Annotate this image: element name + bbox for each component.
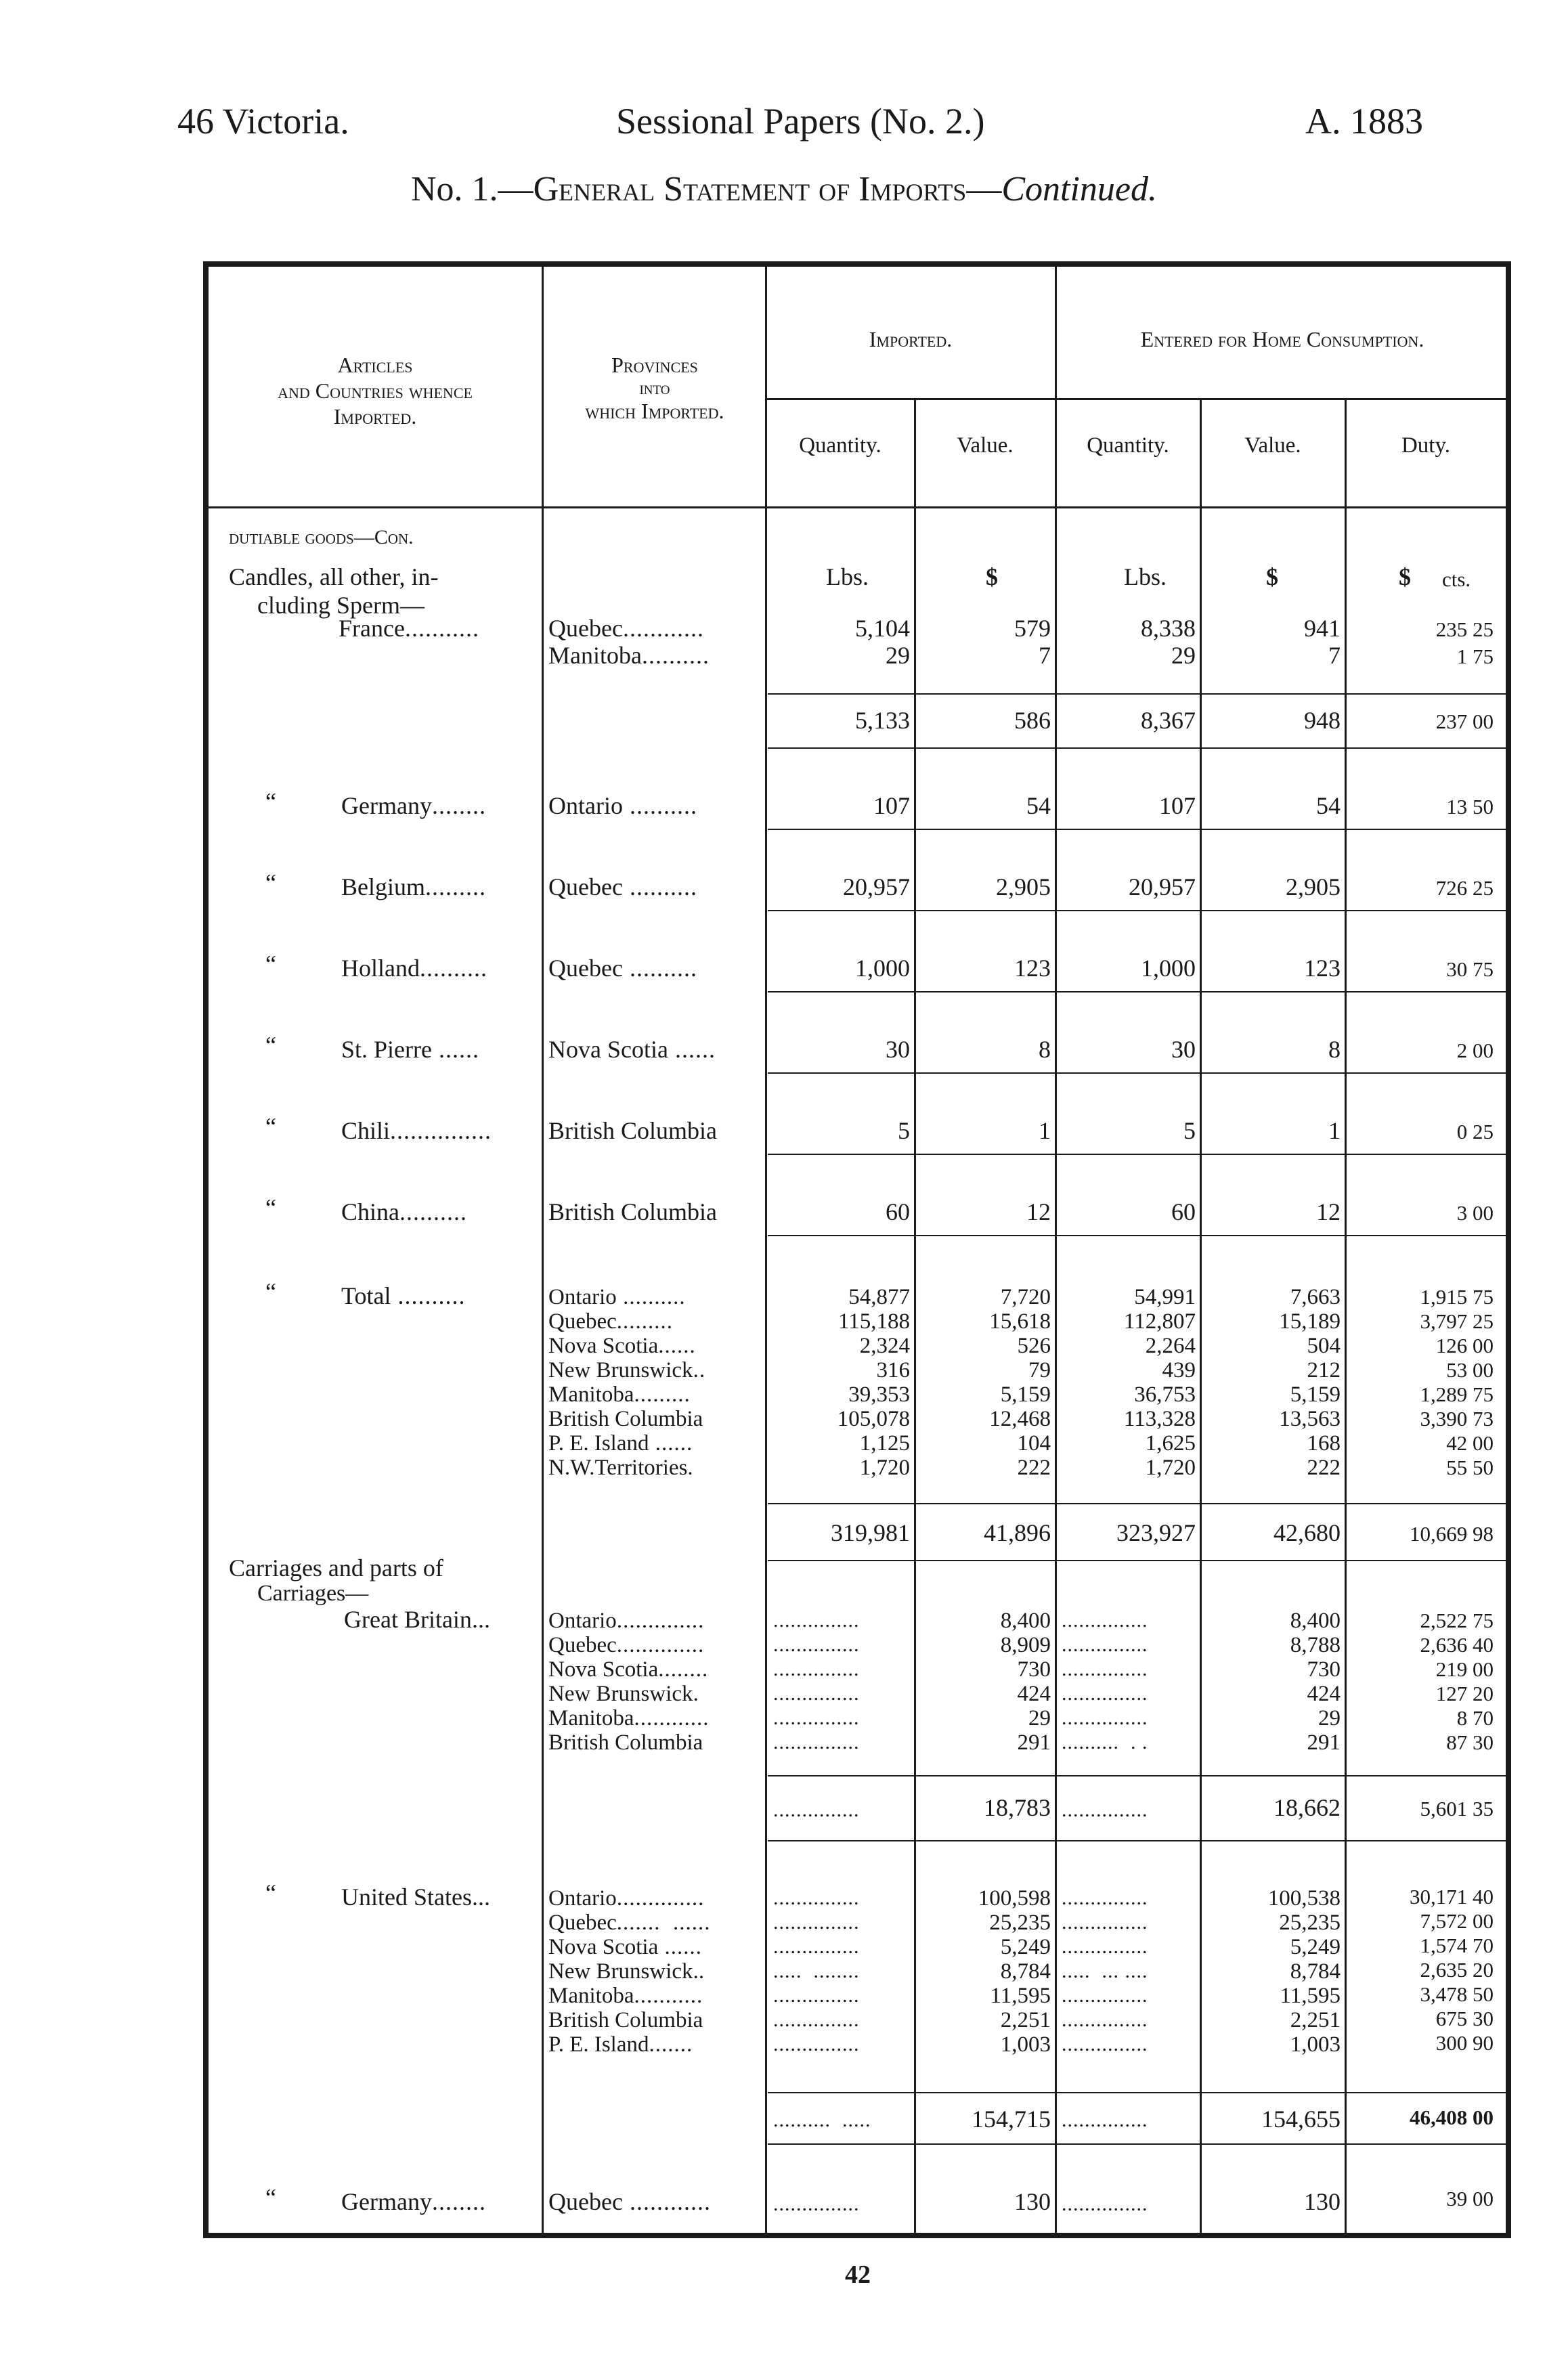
table-cell-value-entered: 18,662 — [1273, 1794, 1341, 1821]
unit-quantity-entered: Lbs. — [1124, 563, 1167, 590]
empty-cell: ............... — [1062, 1658, 1148, 1680]
table-cell-qty: 54,877 — [848, 1285, 910, 1309]
table-cell-value-entered: 730 — [1307, 1657, 1341, 1682]
table-cell-value-entered: 130 — [1304, 2188, 1341, 2215]
table-cell-qty: 5,104 — [855, 615, 910, 642]
province-name: Quebec............ — [548, 615, 704, 642]
province-name: P. E. Island ...... — [548, 1431, 693, 1456]
table-cell-value-entered: 15,189 — [1279, 1309, 1341, 1334]
table-cell-duty: 53 00 — [1446, 1358, 1494, 1382]
province-name: Quebec......... — [548, 1309, 674, 1334]
column-header-quantity-entered: Quantity. — [1087, 433, 1169, 458]
table-cell-value: 1,003 — [1000, 2032, 1051, 2057]
table-cell-value-entered: 1 — [1328, 1117, 1341, 1144]
province-name: New Brunswick.. — [548, 1358, 706, 1382]
empty-cell: ............... — [1062, 1984, 1148, 2007]
table-cell-value-entered: 291 — [1307, 1730, 1341, 1755]
column-header-duty: Duty. — [1401, 433, 1451, 458]
table-cell-duty: 2,636 40 — [1420, 1633, 1494, 1657]
table-cell-qty: 1,000 — [855, 955, 910, 982]
table-cell-duty: 675 30 — [1435, 2007, 1494, 2030]
table-cell-value-entered: 29 — [1318, 1706, 1341, 1730]
table-cell-value: 29 — [1028, 1706, 1051, 1730]
table-cell-qty: 105,078 — [837, 1407, 910, 1431]
empty-cell: ............... — [773, 2193, 860, 2215]
row-separator — [768, 991, 1506, 992]
table-cell-value-entered: 7 — [1328, 642, 1341, 669]
country-name: St. Pierre ...... — [341, 1036, 479, 1063]
table-cell-duty: 1,915 75 — [1420, 1285, 1494, 1309]
table-cell-value: 18,783 — [984, 1794, 1051, 1821]
empty-cell: ............... — [773, 1609, 860, 1632]
empty-cell: ............... — [1062, 1609, 1148, 1632]
table-cell-value: 5,249 — [1000, 1935, 1051, 1959]
table-cell-value: 1 — [1039, 1117, 1051, 1144]
column-group-imported: Imported. — [869, 327, 953, 351]
province-name: Nova Scotia...... — [548, 1334, 696, 1358]
table-cell-duty: 300 90 — [1435, 2031, 1494, 2055]
table-cell-duty: 42 00 — [1446, 1431, 1494, 1455]
table-cell-value: 579 — [1014, 615, 1051, 642]
table-cell-value-entered: 8,400 — [1290, 1609, 1341, 1633]
row-separator — [768, 1840, 1506, 1841]
table-cell-value: 5,159 — [1000, 1382, 1051, 1407]
table-cell-value-entered: 7,663 — [1290, 1285, 1341, 1309]
table-cell-duty: 13 50 — [1446, 795, 1494, 819]
table-cell-duty: 3,478 50 — [1420, 1982, 1494, 2006]
table-cell-value: 15,618 — [989, 1309, 1051, 1334]
table-cell-value-entered: 222 — [1307, 1456, 1341, 1480]
country-name: United States... — [341, 1883, 490, 1911]
table-cell-duty: 39 00 — [1446, 2187, 1494, 2210]
table-cell-value-entered: 25,235 — [1279, 1911, 1341, 1935]
province-name: British Columbia — [548, 1730, 703, 1755]
article-carriages-line2: Carriages— — [257, 1581, 369, 1606]
province-name: Nova Scotia ...... — [548, 1036, 716, 1063]
province-name: P. E. Island....... — [548, 2032, 693, 2057]
table-cell-duty: 2 00 — [1456, 1039, 1494, 1062]
province-name: Nova Scotia........ — [548, 1657, 709, 1682]
table-cell-duty: 237 00 — [1435, 710, 1494, 733]
unit-duty-dollars: $ — [1399, 563, 1411, 590]
empty-cell: ............... — [1062, 1799, 1148, 1821]
ditto-mark: “ — [265, 1278, 276, 1305]
table-cell-qty-entered: 113,328 — [1123, 1407, 1196, 1431]
table-cell-qty: 5 — [898, 1117, 910, 1144]
table-cell-qty-entered: 1,625 — [1145, 1431, 1196, 1456]
empty-cell: ..... ........ — [773, 1960, 860, 1982]
table-cell-qty-entered: 323,927 — [1116, 1519, 1196, 1546]
table-cell-value: 41,896 — [984, 1519, 1051, 1546]
country-name: Belgium......... — [341, 873, 486, 900]
province-name: Ontario .......... — [548, 1285, 686, 1309]
article-carriages-country: Great Britain... — [344, 1606, 490, 1633]
table-cell-value-entered: 13,563 — [1279, 1407, 1341, 1431]
table-cell-duty: 3,390 73 — [1420, 1407, 1494, 1431]
table-cell-duty: 726 25 — [1435, 876, 1494, 900]
table-cell-value: 2,251 — [1000, 2008, 1051, 2032]
empty-cell: ............... — [773, 1887, 860, 1909]
table-cell-value: 8,784 — [1000, 1959, 1051, 1984]
table-cell-qty: 115,188 — [837, 1309, 910, 1334]
table-cell-value-entered: 212 — [1307, 1358, 1341, 1382]
empty-cell: ............... — [1062, 2033, 1148, 2055]
table-cell-duty: 2,635 20 — [1420, 1958, 1494, 1982]
table-cell-qty-entered: 107 — [1159, 792, 1196, 819]
unit-value: $ — [986, 563, 998, 590]
table-cell-qty: 2,324 — [859, 1334, 910, 1358]
table-cell-value-entered: 8,784 — [1290, 1959, 1341, 1984]
table-cell-value-entered: 424 — [1307, 1682, 1341, 1706]
table-cell-value: 100,598 — [978, 1886, 1051, 1911]
table-cell-qty: 29 — [886, 642, 910, 669]
country-name: China.......... — [341, 1198, 467, 1225]
subtotal-rule — [768, 2092, 1506, 2093]
table-cell-duty: 46,408 00 — [1410, 2106, 1494, 2129]
empty-cell: ............... — [1062, 2009, 1148, 2031]
table-cell-value-entered: 5,249 — [1290, 1935, 1341, 1959]
table-cell-qty: 39,353 — [848, 1382, 910, 1407]
row-separator — [768, 1072, 1506, 1074]
province-name: Ontario .......... — [548, 792, 697, 819]
header-sessional-papers: Sessional Papers (No. 2.) — [616, 101, 985, 141]
table-cell-value-entered: 54 — [1316, 792, 1341, 819]
article-candles-line2: cluding Sperm— — [257, 592, 424, 619]
ditto-mark: “ — [265, 869, 276, 896]
province-name: Ontario.............. — [548, 1609, 705, 1633]
row-separator — [768, 1560, 1506, 1561]
empty-cell: ............... — [773, 2009, 860, 2031]
table-cell-duty: 0 25 — [1456, 1120, 1494, 1143]
ditto-mark: “ — [265, 788, 276, 815]
table-cell-value: 130 — [1014, 2188, 1051, 2215]
country-name: Chili............... — [341, 1117, 492, 1144]
table-cell-qty: 1,125 — [859, 1431, 910, 1456]
table-cell-value: 104 — [1017, 1431, 1051, 1456]
table-cell-value-entered: 2,905 — [1286, 873, 1341, 900]
empty-cell: ............... — [773, 2033, 860, 2055]
empty-cell: ............... — [773, 1984, 860, 2007]
table-cell-qty-entered: 8,367 — [1141, 707, 1196, 734]
table-cell-value: 123 — [1014, 955, 1051, 982]
table-cell-value: 154,715 — [972, 2106, 1051, 2133]
row-separator — [768, 2143, 1506, 2145]
article-carriages-line1: Carriages and parts of — [229, 1554, 443, 1581]
table-cell-qty-entered: 36,753 — [1134, 1382, 1196, 1407]
table-cell-value: 730 — [1017, 1657, 1051, 1682]
table-cell-qty: 60 — [886, 1198, 910, 1225]
empty-cell: ............... — [773, 1799, 860, 1821]
row-separator — [768, 1235, 1506, 1236]
ditto-mark: “ — [265, 951, 276, 978]
article-candles-line1: Candles, all other, in- — [229, 563, 439, 590]
table-cell-value: 12,468 — [989, 1407, 1051, 1431]
table-cell-value: 54 — [1026, 792, 1051, 819]
table-cell-qty-entered: 112,807 — [1123, 1309, 1196, 1334]
province-name: Manitoba.......... — [548, 642, 710, 669]
row-separator — [768, 829, 1506, 830]
table-cell-value: 79 — [1028, 1358, 1051, 1382]
province-name: British Columbia — [548, 2008, 703, 2032]
header-session: 46 Victoria. — [177, 101, 349, 141]
empty-cell: .......... ..... — [773, 2109, 871, 2131]
province-name: British Columbia — [548, 1407, 703, 1431]
table-cell-value-entered: 42,680 — [1273, 1519, 1341, 1546]
table-cell-duty: 1,574 70 — [1420, 1934, 1494, 1957]
subtotal-rule — [768, 1503, 1506, 1504]
empty-cell: ............... — [1062, 1682, 1148, 1705]
column-header-value: Value. — [957, 433, 1014, 458]
province-name: Manitoba............ — [548, 1706, 710, 1730]
table-cell-duty: 1 75 — [1456, 645, 1494, 668]
table-cell-qty-entered: 439 — [1162, 1358, 1196, 1382]
column-header-value-entered: Value. — [1244, 433, 1301, 458]
total-label: Total .......... — [341, 1282, 466, 1309]
province-name: British Columbia — [548, 1198, 718, 1225]
empty-cell: ..... ... .... — [1062, 1960, 1148, 1982]
table-cell-duty: 87 30 — [1446, 1730, 1494, 1754]
table-cell-value: 12 — [1026, 1198, 1051, 1225]
table-cell-value: 11,595 — [990, 1984, 1051, 2008]
empty-cell: ............... — [773, 1658, 860, 1680]
subtotal-rule — [768, 693, 1506, 695]
column-header-provinces: Provinces into which Imported. — [585, 353, 724, 423]
table-cell-duty: 1,289 75 — [1420, 1382, 1494, 1406]
ditto-mark: “ — [265, 1032, 276, 1059]
table-cell-value-entered: 2,251 — [1290, 2008, 1341, 2032]
empty-cell: ............... — [773, 1911, 860, 1934]
table-cell-duty: 235 25 — [1435, 617, 1494, 641]
table-cell-value-entered: 8,788 — [1290, 1633, 1341, 1657]
ditto-mark: “ — [265, 2184, 276, 2211]
table-cell-value: 2,905 — [996, 873, 1051, 900]
table-cell-duty: 127 20 — [1435, 1682, 1494, 1705]
empty-cell: ............... — [1062, 1911, 1148, 1934]
province-name: Quebec....... ...... — [548, 1911, 711, 1935]
table-cell-value: 586 — [1014, 707, 1051, 734]
empty-cell: ............... — [1062, 1634, 1148, 1656]
table-cell-value: 7 — [1039, 642, 1051, 669]
table-cell-qty-entered: 2,264 — [1145, 1334, 1196, 1358]
table-cell-value-entered: 100,538 — [1267, 1886, 1341, 1911]
article-candles-country: France........... — [339, 615, 479, 642]
table-cell-duty: 55 50 — [1446, 1456, 1494, 1479]
subtotal-rule — [768, 1775, 1506, 1776]
unit-quantity: Lbs. — [826, 563, 869, 590]
province-name: Quebec .......... — [548, 873, 697, 900]
table-cell-duty: 219 00 — [1435, 1657, 1494, 1681]
table-cell-value: 8,909 — [1000, 1633, 1051, 1657]
table-cell-value: 8,400 — [1000, 1609, 1051, 1633]
empty-cell: ............... — [773, 1707, 860, 1729]
province-name: Quebec .......... — [548, 955, 697, 982]
table-cell-duty: 126 00 — [1435, 1334, 1494, 1357]
province-name: Ontario.............. — [548, 1886, 705, 1911]
empty-cell: ............... — [773, 1731, 860, 1753]
table-cell-value-entered: 504 — [1307, 1334, 1341, 1358]
table-cell-qty: 20,957 — [843, 873, 910, 900]
province-name: Quebec.............. — [548, 1633, 705, 1657]
province-name: Quebec ............ — [548, 2188, 711, 2215]
ditto-mark: “ — [265, 1113, 276, 1140]
table-cell-value: 7,720 — [1000, 1285, 1051, 1309]
province-name: Manitoba........... — [548, 1984, 703, 2008]
table-cell-duty: 7,572 00 — [1420, 1909, 1494, 1933]
country-name: Holland.......... — [341, 955, 487, 982]
table-cell-duty: 8 70 — [1456, 1706, 1494, 1730]
table-cell-duty: 30,171 40 — [1410, 1885, 1494, 1908]
table-cell-duty: 2,522 75 — [1420, 1609, 1494, 1632]
table-cell-value-entered: 123 — [1304, 955, 1341, 982]
table-cell-duty: 3 00 — [1456, 1201, 1494, 1225]
province-name: British Columbia — [548, 1117, 718, 1144]
header-year: A. 1883 — [1305, 101, 1423, 141]
country-name: Germany........ — [341, 2188, 486, 2215]
country-name: Germany........ — [341, 792, 486, 819]
table-cell-qty-entered: 8,338 — [1141, 615, 1196, 642]
column-header-articles: Articles and Countries whence Imported. — [278, 353, 473, 429]
province-name: Nova Scotia ...... — [548, 1935, 702, 1959]
table-cell-qty-entered: 54,991 — [1134, 1285, 1196, 1309]
row-separator — [768, 747, 1506, 749]
empty-cell: ............... — [773, 1634, 860, 1656]
empty-cell: ............... — [1062, 1887, 1148, 1909]
table-cell-value-entered: 1,003 — [1290, 2032, 1341, 2057]
table-cell-qty-entered: 30 — [1171, 1036, 1196, 1063]
table-cell-qty-entered: 5 — [1183, 1117, 1196, 1144]
province-name: N.W.Territories. — [548, 1456, 693, 1480]
table-cell-value-entered: 948 — [1304, 707, 1341, 734]
table-cell-qty-entered: 20,957 — [1129, 873, 1196, 900]
empty-cell: ............... — [1062, 1707, 1148, 1729]
row-separator — [768, 910, 1506, 911]
table-cell-qty-entered: 1,720 — [1145, 1456, 1196, 1480]
ditto-mark: “ — [265, 1194, 276, 1221]
empty-cell: ............... — [1062, 2109, 1148, 2131]
column-group-entered: Entered for Home Consumption. — [1140, 327, 1424, 351]
table-cell-value: 424 — [1017, 1682, 1051, 1706]
province-name: New Brunswick. — [548, 1682, 699, 1706]
table-cell-value-entered: 5,159 — [1290, 1382, 1341, 1407]
table-cell-value-entered: 941 — [1304, 615, 1341, 642]
table-cell-value: 8 — [1039, 1036, 1051, 1063]
column-header-quantity: Quantity. — [799, 433, 881, 458]
table-cell-value-entered: 8 — [1328, 1036, 1341, 1063]
table-cell-qty: 107 — [873, 792, 910, 819]
table-cell-qty: 1,720 — [859, 1456, 910, 1480]
table-cell-qty-entered: 1,000 — [1141, 955, 1196, 982]
empty-cell: .......... . . — [1062, 1731, 1148, 1753]
province-name: Manitoba......... — [548, 1382, 691, 1407]
section-label: dutiable goods—Con. — [229, 526, 414, 548]
table-cell-value-entered: 168 — [1307, 1431, 1341, 1456]
table-cell-value: 222 — [1017, 1456, 1051, 1480]
empty-cell: ............... — [1062, 1936, 1148, 1958]
province-name: New Brunswick.. — [548, 1959, 705, 1984]
table-cell-qty: 316 — [876, 1358, 910, 1382]
unit-duty-cents: cts. — [1442, 567, 1471, 591]
table-cell-qty-entered: 60 — [1171, 1198, 1196, 1225]
row-separator — [768, 1154, 1506, 1155]
page-title: No. 1.—General Statement of Imports—Continued. — [411, 170, 1157, 209]
empty-cell: ............... — [1062, 2193, 1148, 2215]
table-cell-value-entered: 154,655 — [1261, 2106, 1341, 2133]
ditto-mark: “ — [265, 1879, 276, 1906]
table-cell-qty-entered: 29 — [1171, 642, 1196, 669]
table-cell-value-entered: 11,595 — [1280, 1984, 1341, 2008]
table-cell-value: 526 — [1017, 1334, 1051, 1358]
table-cell-value: 25,235 — [989, 1911, 1051, 1935]
table-cell-value: 291 — [1017, 1730, 1051, 1755]
table-cell-qty: 30 — [886, 1036, 910, 1063]
unit-value-entered: $ — [1266, 563, 1278, 590]
table-cell-duty: 10,669 98 — [1410, 1522, 1494, 1546]
table-cell-qty: 5,133 — [855, 707, 910, 734]
table-cell-value-entered: 12 — [1316, 1198, 1341, 1225]
page-number: 42 — [845, 2261, 871, 2289]
table-cell-duty: 30 75 — [1446, 957, 1494, 981]
table-cell-duty: 5,601 35 — [1420, 1797, 1494, 1820]
table-cell-qty: 319,981 — [831, 1519, 910, 1546]
table-cell-duty: 3,797 25 — [1420, 1309, 1494, 1333]
empty-cell: ............... — [773, 1682, 860, 1705]
empty-cell: ............... — [773, 1936, 860, 1958]
